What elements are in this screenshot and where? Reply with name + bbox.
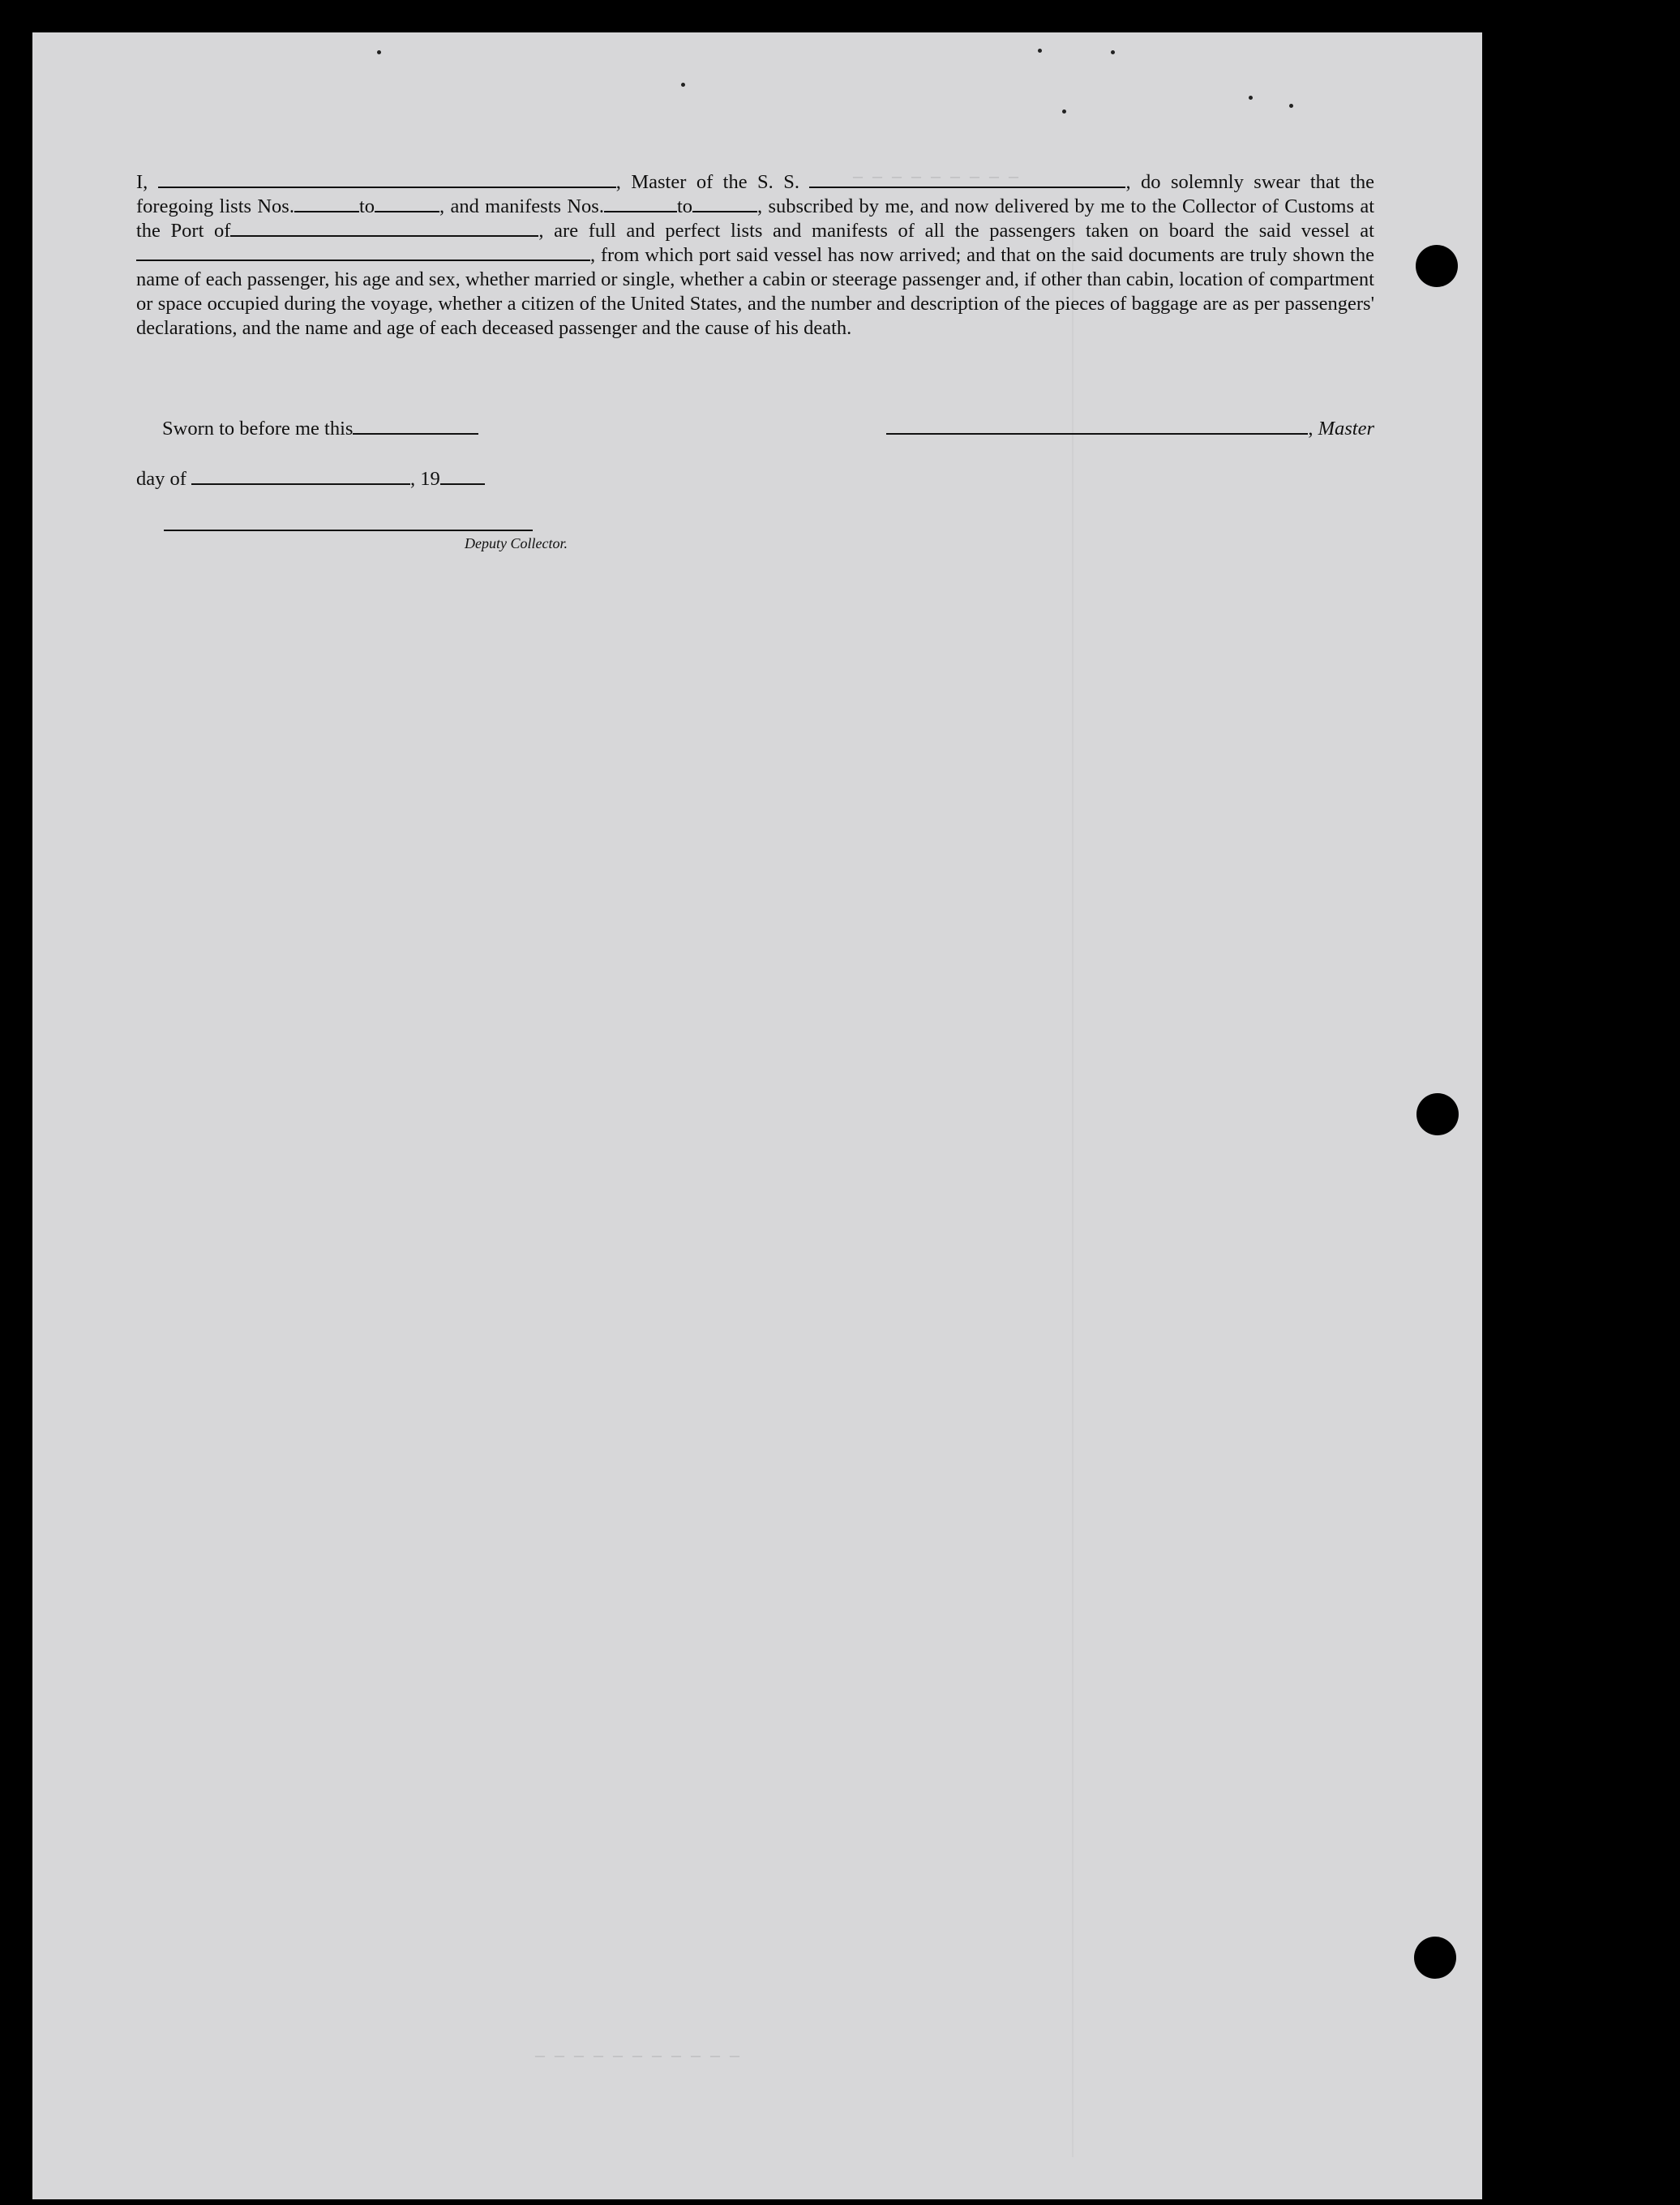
speck [681,83,685,87]
speck [1249,96,1253,100]
oath-text-9: , from which port said vessel has now arrived; and that on the said documents are truly shown the name of each passenger, his age and sex, whether married or single, whether a cabin or steerage passenger and, if other than cabin, location of compartment or space occupied during the voyage, whether a citizen of the United States, and the number and description of the pieces of baggage are as per passengers' declarations, and the name and age of each deceased passenger and the cause of his death. [136,244,1374,339]
document-page [32,32,1482,2199]
manifest-to-blank [692,196,757,212]
year-blank [440,469,485,485]
oath-text-4: to [358,195,375,217]
day-of-line [136,468,485,491]
oath-text-1: I, [136,171,148,193]
manifest-from-blank [604,196,677,212]
sworn-text: Sworn to before me this [162,418,354,440]
oath-text-6: to [676,195,693,217]
deputy-signature-line [164,530,533,531]
master-signature-line [835,418,1374,440]
oath-text-5: , and manifests Nos. [439,195,604,217]
list-to-blank [375,196,439,212]
port-blank [230,221,538,237]
speck [1289,104,1293,108]
oath-text-8: , are full and perfect lists and manifests of all the passengers taken on board the said vessel at [538,220,1374,242]
master-signature-blank [886,418,1308,435]
master-name-blank [158,172,616,188]
oath-text-3: , do solemnly swear that the foregoing lists Nos. [136,171,1374,217]
speck [1111,50,1115,54]
master-label: Master [1318,418,1374,440]
departure-port-blank [136,245,590,261]
bleed-through-rule [1072,227,1074,2157]
punch-hole-middle [1416,1093,1459,1135]
speck [377,50,381,54]
sworn-date-blank [353,418,478,435]
oath-text-7: , subscribed by me, and now delivered by me to the Collector of Customs at the Port of [136,195,1375,242]
oath-paragraph [136,170,1374,341]
sworn-line [162,418,478,440]
speck [1038,49,1042,53]
punch-hole-top [1416,245,1458,287]
speck [1062,109,1066,114]
month-blank [191,469,410,485]
bleed-through-text: — — — — — — — — — — — [535,2048,740,2066]
day-of-text: day of [136,468,186,490]
oath-text-2: , Master of the S. S. [615,171,800,193]
punch-hole-bottom [1414,1937,1456,1979]
list-from-blank [294,196,359,212]
year-prefix: , 19 [410,468,440,490]
deputy-collector-label: Deputy Collector. [465,535,568,551]
bleed-through-text: — — — — — — — — — [853,169,1019,187]
master-separator: , [1308,418,1314,440]
